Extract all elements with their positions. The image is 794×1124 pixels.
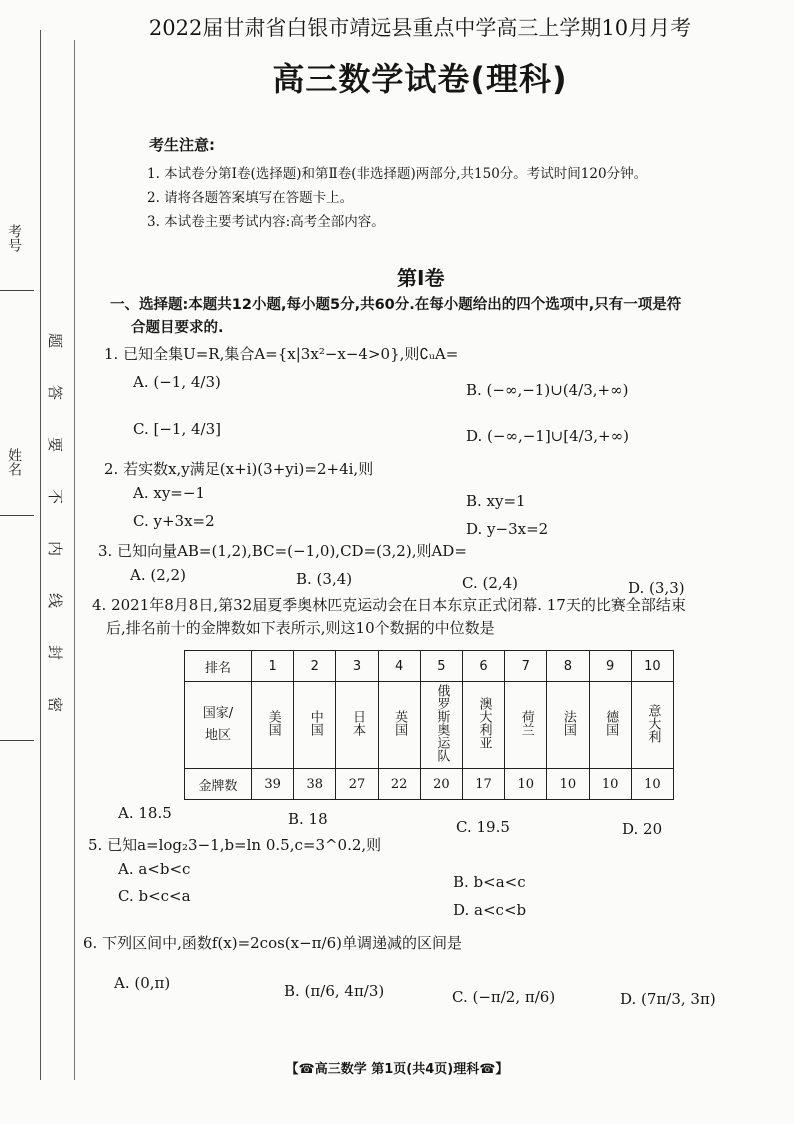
question-4-option-b: B. 18 bbox=[288, 810, 328, 828]
seal-char-1: 密 bbox=[46, 696, 65, 713]
question-5-option-a: A. a<b<c bbox=[118, 860, 191, 878]
table-cell-country bbox=[547, 682, 589, 769]
class-blank bbox=[0, 740, 34, 741]
question-3-option-d: D. (3,3) bbox=[628, 579, 685, 597]
table-cell-rank: 2 bbox=[294, 651, 336, 682]
table-cell-rank: 8 bbox=[547, 651, 589, 682]
table-cell-rank: 6 bbox=[462, 651, 504, 682]
section-desc-line1: 一、选择题:本题共12小题,每小题5分,共60分.在每小题给出的四个选项中,只有一项是符 bbox=[110, 297, 682, 313]
table-cell-gold: 10 bbox=[547, 769, 589, 800]
table-cell-gold: 17 bbox=[462, 769, 504, 800]
seal-char-2: 封 bbox=[46, 644, 65, 661]
question-6-option-d: D. (7π/3, 3π) bbox=[620, 990, 716, 1008]
table-cell-country-text: 英国 bbox=[392, 710, 408, 736]
page-footer: 【☎高三数学 第1页(共4页)理科☎】 bbox=[285, 1062, 509, 1077]
exam-number-blank bbox=[0, 290, 34, 291]
table-cell-rank: 9 bbox=[589, 651, 631, 682]
notice-item-2: 2. 请将各题答案填写在答题卡上。 bbox=[147, 190, 354, 206]
table-cell-country bbox=[589, 682, 631, 769]
question-2-option-b: B. xy=1 bbox=[466, 492, 526, 510]
table-header-country bbox=[185, 682, 252, 769]
table-header-gold: 金牌数 bbox=[185, 769, 252, 800]
paper-title: 高三数学试卷(理科) bbox=[272, 60, 568, 98]
notice-item-1: 1. 本试卷分第Ⅰ卷(选择题)和第Ⅱ卷(非选择题)两部分,共150分。考试时间120分钟。 bbox=[147, 166, 648, 182]
seal-char-6: 要 bbox=[46, 436, 65, 453]
table-cell-country-text: 德国 bbox=[603, 710, 619, 736]
table-cell-gold: 10 bbox=[505, 769, 547, 800]
binding-line bbox=[40, 30, 41, 1080]
question-1-stem: 1. 已知全集U=R,集合A={x|3x²−x−4>0},则∁ᵤA= bbox=[104, 345, 459, 363]
question-6-option-c: C. (−π/2, π/6) bbox=[452, 988, 556, 1006]
question-3-option-a: A. (2,2) bbox=[130, 566, 186, 584]
question-4-option-c: C. 19.5 bbox=[456, 818, 510, 836]
section-desc-line2: 合题目要求的. bbox=[131, 320, 224, 336]
table-cell-country bbox=[462, 682, 504, 769]
table-cell-gold: 27 bbox=[336, 769, 378, 800]
name-blank bbox=[0, 515, 34, 516]
question-3-stem: 3. 已知向量AB=(1,2),BC=(−1,0),CD=(3,2),则AD= bbox=[98, 542, 467, 560]
question-4-option-a: A. 18.5 bbox=[118, 804, 172, 822]
gold-medal-table bbox=[184, 650, 674, 800]
notice-heading: 考生注意: bbox=[149, 136, 215, 154]
table-cell-rank: 5 bbox=[420, 651, 462, 682]
table-cell-country-text: 日本 bbox=[349, 710, 365, 736]
question-2-stem: 2. 若实数x,y满足(x+i)(3+yi)=2+4i,则 bbox=[104, 460, 374, 478]
table-cell-country bbox=[336, 682, 378, 769]
question-5-option-d: D. a<c<b bbox=[453, 901, 527, 919]
question-1-option-d: D. (−∞,−1]∪[4/3,+∞) bbox=[466, 427, 629, 445]
binding-line-inner bbox=[74, 40, 75, 1080]
table-cell-rank: 4 bbox=[378, 651, 420, 682]
table-cell-country-text: 中国 bbox=[307, 710, 323, 736]
table-cell-gold: 39 bbox=[252, 769, 294, 800]
question-1-option-c: C. [−1, 4/3] bbox=[133, 420, 221, 438]
name-label: 姓名 bbox=[6, 448, 22, 476]
section-title: 第Ⅰ卷 bbox=[397, 266, 445, 290]
table-cell-gold: 38 bbox=[294, 769, 336, 800]
question-4-option-d: D. 20 bbox=[622, 820, 663, 838]
table-cell-country-text: 法国 bbox=[560, 710, 576, 736]
question-5-option-b: B. b<a<c bbox=[453, 873, 526, 891]
table-header-country-text: 国家/地区 bbox=[202, 706, 234, 743]
table-cell-country bbox=[252, 682, 294, 769]
question-6-stem: 6. 下列区间中,函数f(x)=2cos(x−π/6)单调递减的区间是 bbox=[83, 934, 462, 952]
seal-char-3: 线 bbox=[46, 592, 65, 609]
exam-source-title: 2022届甘肃省白银市靖远县重点中学高三上学期10月月考 bbox=[148, 16, 692, 40]
question-2-option-d: D. y−3x=2 bbox=[466, 520, 549, 538]
question-2-option-a: A. xy=−1 bbox=[133, 484, 205, 502]
question-3-option-c: C. (2,4) bbox=[462, 574, 519, 592]
table-cell-country-text: 荷兰 bbox=[518, 710, 534, 736]
table-cell-country-text: 俄罗斯奥运队 bbox=[434, 684, 450, 762]
seal-char-8: 题 bbox=[46, 332, 65, 349]
table-cell-country-text: 意大利 bbox=[645, 703, 661, 743]
table-cell-country bbox=[294, 682, 336, 769]
question-2-option-c: C. y+3x=2 bbox=[133, 512, 215, 530]
table-cell-country bbox=[505, 682, 547, 769]
question-5-option-c: C. b<c<a bbox=[118, 887, 191, 905]
seal-char-5: 不 bbox=[46, 488, 65, 505]
table-cell-gold: 10 bbox=[589, 769, 631, 800]
table-cell-rank: 3 bbox=[336, 651, 378, 682]
table-cell-country bbox=[631, 682, 673, 769]
question-1-option-b: B. (−∞,−1)∪(4/3,+∞) bbox=[466, 381, 629, 399]
seal-char-4: 内 bbox=[46, 540, 65, 557]
table-cell-rank: 10 bbox=[631, 651, 673, 682]
question-5-stem: 5. 已知a=log₂3−1,b=ln 0.5,c=3^0.2,则 bbox=[88, 836, 382, 854]
question-4-stem-line2: 后,排名前十的金牌数如下表所示,则这10个数据的中位数是 bbox=[106, 619, 495, 637]
table-cell-rank: 1 bbox=[252, 651, 294, 682]
question-1-option-a: A. (−1, 4/3) bbox=[133, 373, 221, 391]
question-4-stem-line1: 4. 2021年8月8日,第32届夏季奥林匹克运动会在日本东京正式闭幕. 17天的比赛全部结束 bbox=[92, 596, 686, 614]
table-cell-rank: 7 bbox=[505, 651, 547, 682]
table-header-rank: 排名 bbox=[185, 651, 252, 682]
seal-char-7: 答 bbox=[46, 384, 65, 401]
question-3-option-b: B. (3,4) bbox=[296, 570, 353, 588]
table-cell-gold: 22 bbox=[378, 769, 420, 800]
question-6-option-b: B. (π/6, 4π/3) bbox=[284, 982, 385, 1000]
table-cell-country bbox=[420, 682, 462, 769]
question-6-option-a: A. (0,π) bbox=[114, 974, 171, 992]
table-cell-country-text: 澳大利亚 bbox=[476, 697, 492, 749]
table-cell-country-text: 美国 bbox=[265, 710, 281, 736]
table-cell-gold: 20 bbox=[420, 769, 462, 800]
table-cell-country bbox=[378, 682, 420, 769]
table-cell-gold: 10 bbox=[631, 769, 673, 800]
notice-item-3: 3. 本试卷主要考试内容:高考全部内容。 bbox=[147, 214, 385, 230]
exam-number-label: 考号 bbox=[6, 224, 22, 252]
